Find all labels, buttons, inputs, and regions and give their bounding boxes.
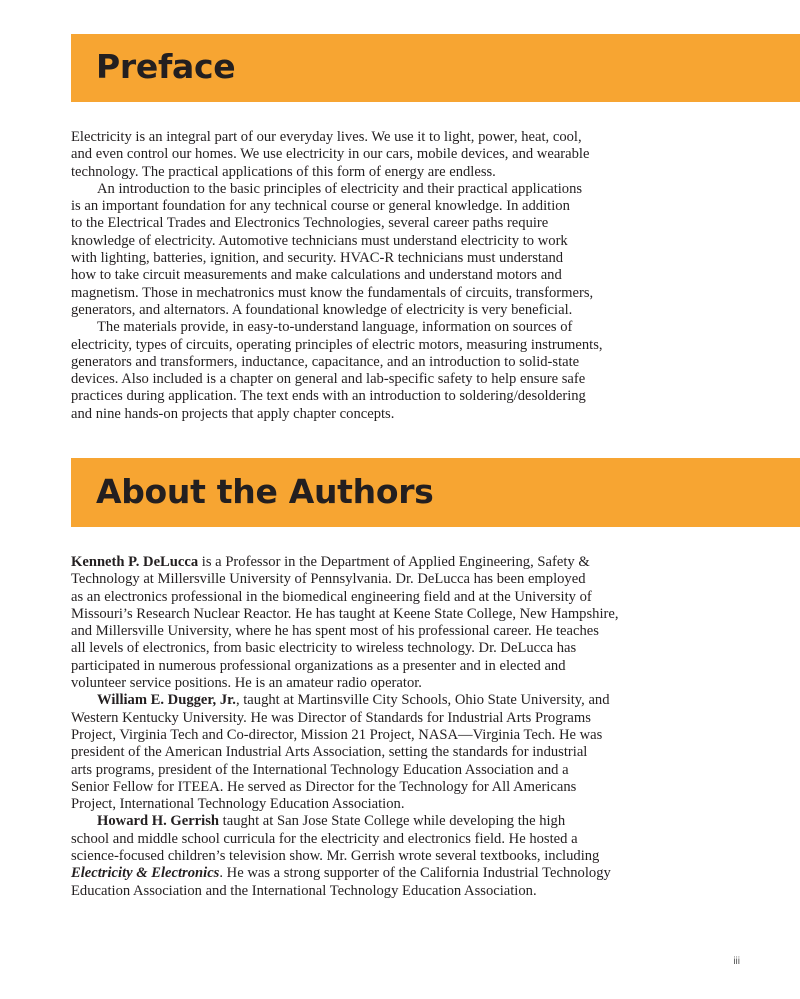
text-line: to the Electrical Trades and Electronics Technologies, several career paths require <box>71 215 549 232</box>
preface-paragraph-3 <box>71 319 771 423</box>
text-line: Education Association and the International Technology Education Association. <box>71 882 537 899</box>
text-line: how to take circuit measurements and make calculations and understand motors and <box>71 267 562 284</box>
text-line: Missouri’s Research Nuclear Reactor. He has taught at Keene State College, New Hampshire, <box>71 605 619 622</box>
preface-heading: Preface <box>96 47 236 86</box>
text-line: and nine hands-on projects that apply chapter concepts. <box>71 405 395 422</box>
text-line: electricity, types of circuits, operating principles of electric motors, measuring instruments, <box>71 336 603 353</box>
preface-body <box>71 129 771 423</box>
text-run: . He was a strong supporter of the California Industrial Technology <box>219 865 611 882</box>
preface-header-banner <box>71 34 800 102</box>
text-line: school and middle school curricula for the electricity and electronics field. He hosted a <box>71 830 578 847</box>
authors-header-banner <box>71 458 800 527</box>
preface-paragraph-2 <box>71 181 771 319</box>
author-name: William E. Dugger, Jr. <box>97 692 236 709</box>
text-line <box>71 554 771 571</box>
author-bio-dugger <box>71 692 771 813</box>
text-line <box>71 813 771 830</box>
text-run: is a Professor in the Department of Applied Engineering, Safety & <box>198 554 590 570</box>
author-name: Kenneth P. DeLucca <box>71 554 199 570</box>
text-line: arts programs, president of the International Technology Education Association and a <box>71 761 569 778</box>
text-line <box>71 865 771 882</box>
text-run: taught at San Jose State College while developing the high <box>219 813 566 830</box>
authors-heading: About the Authors <box>96 472 434 511</box>
text-line: Western Kentucky University. He was Director of Standards for Industrial Arts Programs <box>71 709 591 726</box>
text-line: The materials provide, in easy-to-understand language, information on sources of <box>97 319 573 336</box>
text-line: knowledge of electricity. Automotive technicians must understand electricity to work <box>71 232 568 249</box>
text-line: and Millersville University, where he has spent most of his professional career. He teaches <box>71 623 599 640</box>
author-name: Howard H. Gerrish <box>97 813 220 830</box>
text-line: Electricity is an integral part of our everyday lives. We use it to light, power, heat, cool, <box>71 129 582 145</box>
text-line: generators, and alternators. A foundational knowledge of electricity is very beneficial. <box>71 301 573 318</box>
text-line: technology. The practical applications of this form of energy are endless. <box>71 163 496 180</box>
text-line: Project, International Technology Education Association. <box>71 796 405 813</box>
author-bio-delucca <box>71 554 771 692</box>
text-line: as an electronics professional in the biomedical engineering field and at the University of <box>71 588 592 605</box>
author-bio-gerrish <box>71 813 771 899</box>
book-title: Electricity & Electronics <box>71 865 220 882</box>
text-line: is an important foundation for any technical course or general knowledge. In addition <box>71 198 570 215</box>
text-line: generators and transformers, inductance, capacitance, and an introduction to solid-state <box>71 353 580 370</box>
text-line <box>71 692 771 709</box>
text-line: with lighting, batteries, ignition, and security. HVAC-R technicians must understand <box>71 250 564 267</box>
text-line: Senior Fellow for ITEEA. He served as Director for the Technology for All Americans <box>71 778 577 795</box>
authors-body <box>71 554 771 900</box>
preface-paragraph-1 <box>71 129 771 181</box>
text-line: devices. Also included is a chapter on general and lab-specific safety to help ensure safe <box>71 371 586 388</box>
text-line: practices during application. The text ends with an introduction to soldering/desoldering <box>71 388 586 405</box>
text-line: Project, Virginia Tech and Co-director, Mission 21 Project, NASA—Virginia Tech. He was <box>71 726 603 743</box>
text-run: , taught at Martinsville City Schools, Ohio State University, and <box>235 692 610 709</box>
text-line: president of the American Industrial Arts Association, setting the standards for industrial <box>71 744 588 761</box>
text-line: participated in numerous professional organizations as a presenter and in elected and <box>71 657 566 674</box>
text-line: An introduction to the basic principles of electricity and their practical applications <box>97 180 583 197</box>
text-line: and even control our homes. We use electricity in our cars, mobile devices, and wearable <box>71 146 590 163</box>
text-line: Technology at Millersville University of Pennsylvania. Dr. DeLucca has been employed <box>71 571 586 588</box>
text-line: volunteer service positions. He is an amateur radio operator. <box>71 675 422 692</box>
page-number: iii <box>733 956 740 967</box>
text-line: all levels of electronics, from basic electricity to wireless technology. Dr. DeLucca has <box>71 640 577 657</box>
text-line: science-focused children’s television show. Mr. Gerrish wrote several textbooks, including <box>71 848 600 865</box>
text-line: magnetism. Those in mechatronics must know the fundamentals of circuits, transformers, <box>71 284 594 301</box>
